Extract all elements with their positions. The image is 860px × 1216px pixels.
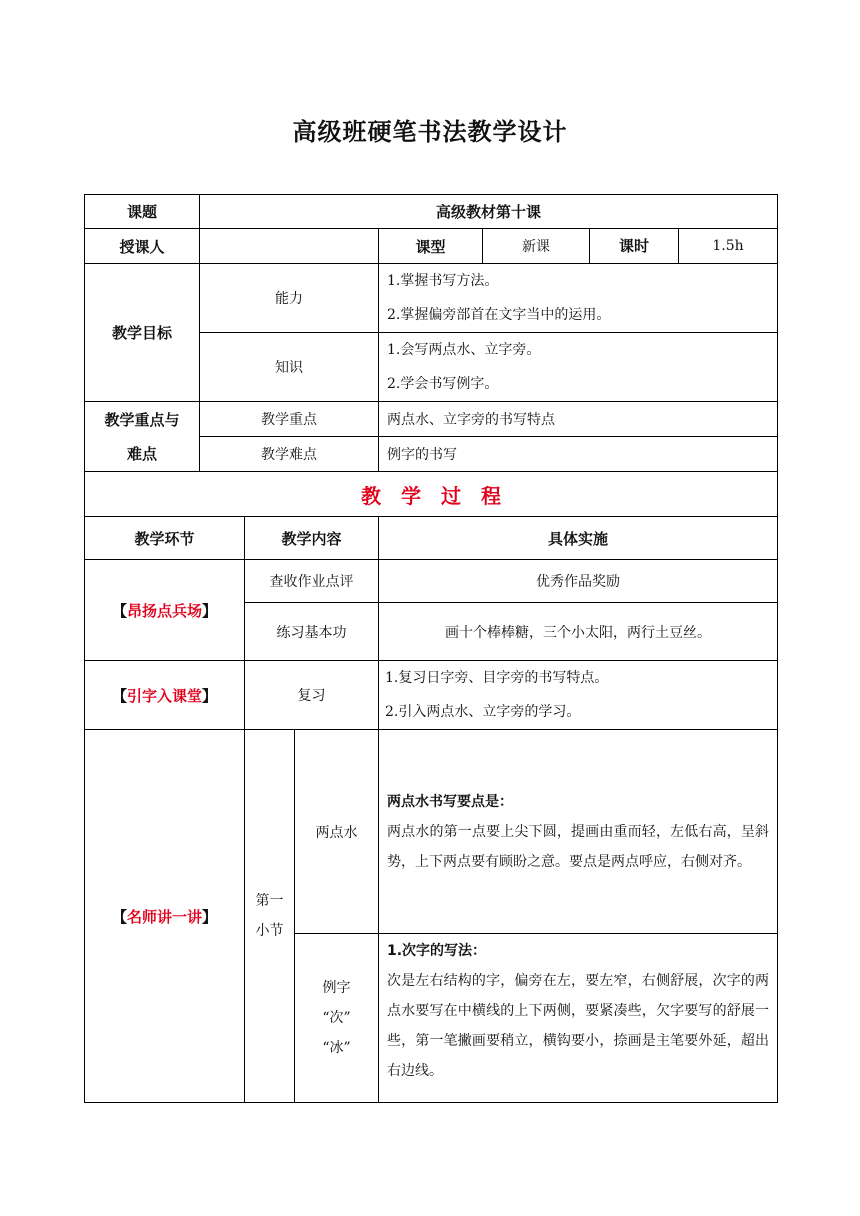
- part1-heading: 两点水书写要点是：: [387, 793, 513, 810]
- difficulty-label: 教学难点: [200, 437, 379, 472]
- knowledge-items: [379, 333, 778, 402]
- ability-item: 2.掌握偏旁部首在文字当中的运用。: [387, 307, 611, 323]
- stage2-name: [85, 661, 245, 730]
- part1-text: 两点水的第一点要上尖下圆，提画由重而轻，左低右高，呈斜势，上下两点要有顾盼之意。要点是两点呼应，右侧对齐。: [387, 823, 770, 870]
- key-points-label: [85, 402, 200, 472]
- stage1-content-2: 练习基本功: [245, 603, 379, 661]
- ability-label: 能力: [200, 264, 379, 333]
- stage2-content: 复习: [245, 661, 379, 730]
- hours-label: 课时: [590, 229, 679, 263]
- stage2-row: [85, 661, 778, 730]
- bracket-open: 【: [111, 601, 127, 620]
- difficulty-value: 例字的书写: [379, 437, 778, 472]
- teacher-label: 授课人: [85, 229, 200, 264]
- knowledge-item: 1.会写两点水、立字旁。: [387, 342, 541, 358]
- part2-impl: [379, 934, 778, 1103]
- stage1-impl-2: 画十个棒棒糖，三个小太阳，两行土豆丝。: [379, 603, 778, 661]
- part2-label: [295, 934, 379, 1103]
- col-content-header: 教学内容: [245, 517, 379, 560]
- bracket-close: 】: [202, 601, 218, 620]
- bracket-open: 【: [111, 686, 127, 705]
- part1-impl: [379, 730, 778, 934]
- part1-label: 两点水: [295, 730, 379, 934]
- focus-row: [85, 402, 778, 437]
- stage1-name: [85, 560, 245, 661]
- section-label: [245, 730, 295, 1103]
- part2-label-line1: 例字: [322, 980, 351, 996]
- stage1-name-text: 昂扬点兵场: [126, 601, 202, 620]
- focus-label: 教学重点: [200, 402, 379, 437]
- col-impl-header: 具体实施: [379, 517, 778, 560]
- focus-value: 两点水、立字旁的书写特点: [379, 402, 778, 437]
- stage1-impl-1: 优秀作品奖励: [379, 560, 778, 603]
- type-value: 新课: [483, 229, 590, 264]
- ability-item: 1.掌握书写方法。: [387, 273, 499, 289]
- stage2-name-text: 引字入课堂: [126, 686, 202, 705]
- stage3-name-text: 名师讲一讲: [126, 907, 202, 926]
- knowledge-label: 知识: [200, 333, 379, 402]
- topic-value: 高级教材第十课: [200, 195, 778, 229]
- goal-ability-row: [85, 264, 778, 333]
- bracket-open: 【: [111, 907, 127, 926]
- process-header-row: [85, 517, 778, 560]
- page-title: 高级班硬笔书法教学设计: [292, 118, 568, 146]
- stage2-impl-item: 2.引入两点水、立字旁的学习。: [385, 704, 581, 720]
- part2-heading: 1.次字的写法：: [387, 943, 487, 959]
- part2-text: 次是左右结构的字，偏旁在左，要左窄，右侧舒展，次字的两点水要写在中横线的上下两侧，要紧凑些，欠字要写的舒展一些，第一笔撇画要稍立，横钩要小，捺画是主笔要外延，超出右边线。: [387, 973, 770, 1079]
- process-title-row: [85, 472, 778, 517]
- stage1-content-1: 查收作业点评: [245, 560, 379, 603]
- teacher-row: [85, 229, 778, 264]
- section-label-line2: 小节: [255, 923, 284, 939]
- type-label: 课型: [379, 229, 483, 264]
- process-title: 教 学 过 程: [85, 472, 778, 517]
- topic-label: 课题: [85, 195, 200, 229]
- lesson-plan-table: [84, 194, 778, 1103]
- hours-cell: [590, 229, 778, 264]
- col-stage-header: 教学环节: [85, 517, 245, 560]
- stage3-row-1: [85, 730, 778, 934]
- key-points-label-line1: 教学重点与: [104, 410, 180, 429]
- bracket-close: 】: [202, 686, 218, 705]
- part2-label-line2: “次”: [322, 1010, 351, 1026]
- topic-row: [85, 195, 778, 229]
- goals-label: 教学目标: [85, 264, 200, 402]
- section-label-line1: 第一: [255, 893, 284, 909]
- knowledge-item: 2.学会书写例字。: [387, 376, 499, 392]
- part2-label-line3: “冰”: [322, 1040, 351, 1056]
- bracket-close: 】: [202, 907, 218, 926]
- stage1-row-1: [85, 560, 778, 603]
- hours-value: 1.5h: [712, 238, 744, 254]
- teacher-value: [200, 229, 379, 264]
- stage2-impl-item: 1.复习日字旁、目字旁的书写特点。: [385, 670, 609, 686]
- stage2-impl: [379, 661, 778, 730]
- stage3-name: [85, 730, 245, 1103]
- ability-items: [379, 264, 778, 333]
- key-points-label-line2: 难点: [126, 444, 157, 463]
